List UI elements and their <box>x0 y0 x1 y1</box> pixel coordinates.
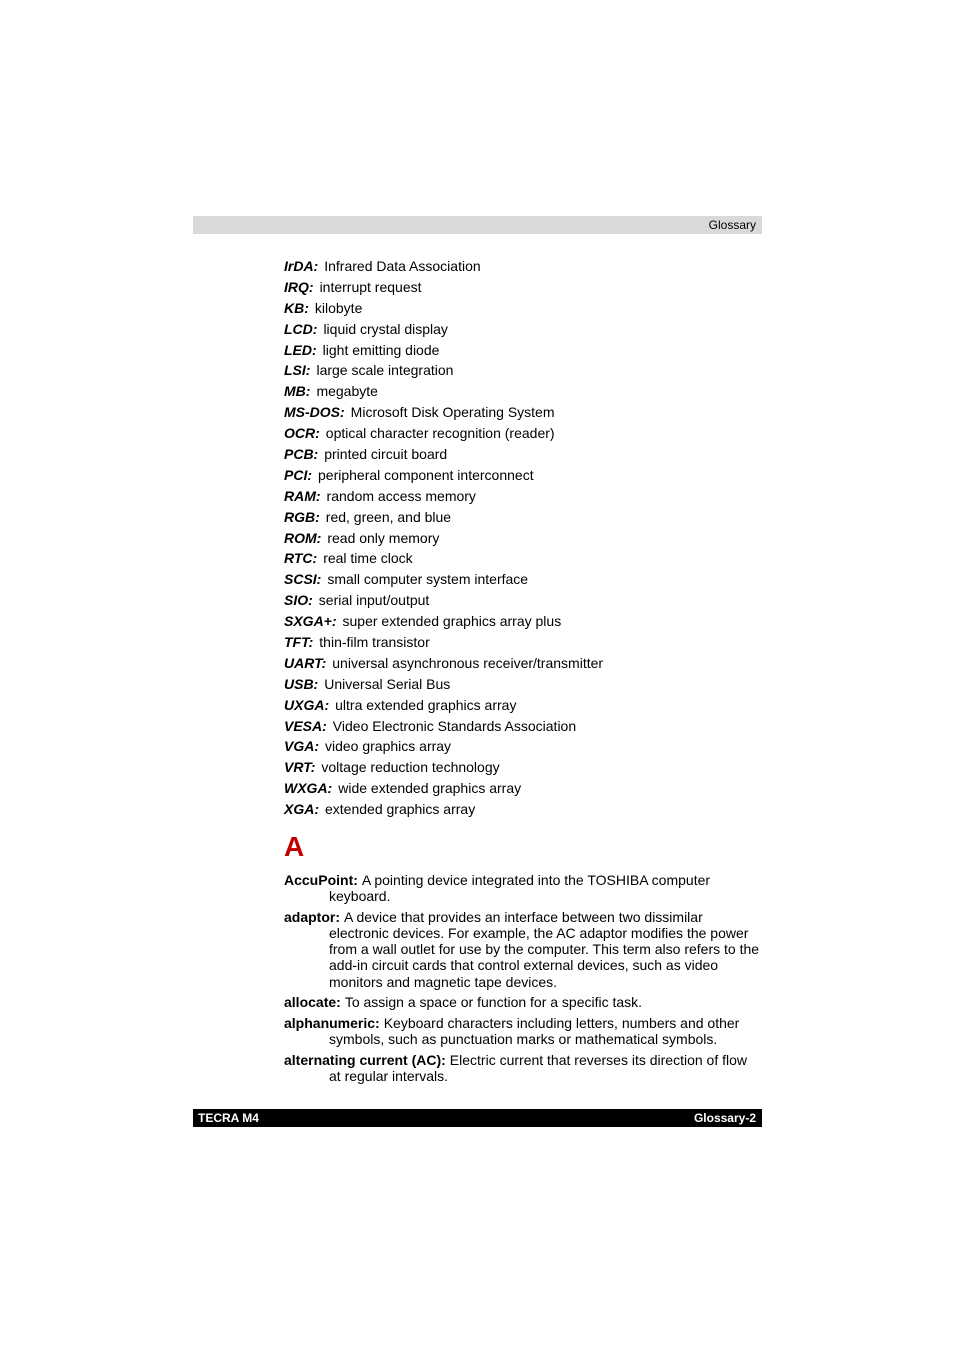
abbreviation-entry <box>284 402 764 423</box>
glossary-entry <box>284 909 762 990</box>
abbreviation-entry <box>284 507 764 528</box>
glossary-entry <box>284 1015 762 1047</box>
abbreviation-definition: printed circuit board <box>324 446 448 463</box>
abbreviation-entry <box>284 340 764 361</box>
abbreviation-entry <box>284 423 764 444</box>
abbreviation-definition: large scale integration <box>316 362 454 379</box>
abbreviation-term: VRT: <box>284 759 316 776</box>
abbreviation-term: PCI: <box>284 466 312 483</box>
abbreviation-entry <box>284 569 764 590</box>
glossary-definition: A device that provides an interface between two dissimilar electronic devices. For example, the AC adaptor modifies the power from a wall outlet for use by the computer. This term also refers to the add-in circuit cards that control external devices, such as video monitors and magnetic tape devices. <box>329 908 760 990</box>
glossary-definition: Keyboard characters including letters, numbers and other symbols, such as punctuation marks or mathematical symbols. <box>329 1014 740 1047</box>
abbreviation-definition: real time clock <box>323 550 413 567</box>
abbreviation-definition: wide extended graphics array <box>338 780 522 797</box>
abbreviation-term: SIO: <box>284 592 313 609</box>
glossary-definition: To assign a space or function for a specific task. <box>344 994 643 1011</box>
glossary-entry <box>284 1052 762 1084</box>
abbreviation-term: IRQ: <box>284 278 314 295</box>
abbreviation-term: RGB: <box>284 508 320 525</box>
abbreviation-term: VESA: <box>284 717 327 734</box>
abbreviation-definition: optical character recognition (reader) <box>325 425 555 442</box>
abbreviation-definition: interrupt request <box>319 278 422 295</box>
abbreviation-entry <box>284 528 764 549</box>
abbreviation-definition: light emitting diode <box>322 341 440 358</box>
abbreviation-definition: random access memory <box>326 487 476 504</box>
footer-page-number: Glossary-2 <box>693 1111 756 1125</box>
abbreviation-entry <box>284 298 764 319</box>
abbreviation-definition: peripheral component interconnect <box>318 466 534 483</box>
abbreviation-term: UART: <box>284 654 327 671</box>
abbreviation-entry <box>284 736 764 757</box>
abbreviation-definition: red, green, and blue <box>325 508 452 525</box>
abbreviation-term: USB: <box>284 675 319 692</box>
glossary-term: AccuPoint: <box>284 872 358 888</box>
abbreviation-definition: extended graphics array <box>325 801 476 818</box>
abbreviation-entry <box>284 674 764 695</box>
abbreviation-list <box>284 256 764 820</box>
glossary-entry <box>284 872 762 904</box>
abbreviation-definition: universal asynchronous receiver/transmitter <box>332 654 604 671</box>
abbreviation-term: MS-DOS: <box>284 404 345 421</box>
abbreviation-definition: Microsoft Disk Operating System <box>350 404 555 421</box>
abbreviation-entry <box>284 695 764 716</box>
glossary-term: alphanumeric: <box>284 1014 380 1031</box>
abbreviation-term: ROM: <box>284 529 322 546</box>
abbreviation-entry <box>284 360 764 381</box>
abbreviation-term: LCD: <box>284 320 318 337</box>
abbreviation-definition: ultra extended graphics array <box>335 696 517 713</box>
abbreviation-entry <box>284 757 764 778</box>
abbreviation-entry <box>284 277 764 298</box>
page-footer <box>193 1109 762 1127</box>
abbreviation-entry <box>284 465 764 486</box>
abbreviation-entry <box>284 548 764 569</box>
abbreviation-term: LSI: <box>284 362 311 379</box>
abbreviation-entry <box>284 716 764 737</box>
abbreviation-term: XGA: <box>284 801 319 818</box>
abbreviation-definition: thin-film transistor <box>319 634 430 651</box>
abbreviation-entry <box>284 590 764 611</box>
glossary-term: allocate: <box>284 994 341 1011</box>
abbreviation-entry <box>284 778 764 799</box>
abbreviation-term: WXGA: <box>284 780 333 797</box>
abbreviation-term: OCR: <box>284 425 320 442</box>
abbreviation-definition: Universal Serial Bus <box>324 675 451 692</box>
abbreviation-term: IrDA: <box>284 258 319 274</box>
abbreviation-definition: read only memory <box>327 529 440 546</box>
definition-list <box>284 872 762 1088</box>
abbreviation-definition: video graphics array <box>325 738 452 755</box>
abbreviation-term: LED: <box>284 341 317 358</box>
abbreviation-definition: liquid crystal display <box>323 320 448 337</box>
abbreviation-term: VGA: <box>284 738 319 755</box>
abbreviation-entry <box>284 632 764 653</box>
abbreviation-term: KB: <box>284 299 309 316</box>
abbreviation-entry <box>284 381 764 402</box>
abbreviation-entry <box>284 486 764 507</box>
abbreviation-definition: voltage reduction technology <box>321 759 500 776</box>
abbreviation-definition: serial input/output <box>318 592 430 609</box>
abbreviation-definition: Infrared Data Association <box>324 258 481 274</box>
glossary-term: alternating current (AC): <box>284 1051 446 1068</box>
abbreviation-term: SCSI: <box>284 571 322 588</box>
abbreviation-term: TFT: <box>284 634 314 651</box>
glossary-term: adaptor: <box>284 908 340 925</box>
abbreviation-definition: Video Electronic Standards Association <box>332 717 577 734</box>
abbreviation-term: SXGA+: <box>284 613 337 630</box>
page-header <box>193 216 762 234</box>
abbreviation-entry <box>284 444 764 465</box>
footer-product-name: TECRA M4 <box>198 1111 259 1125</box>
abbreviation-entry <box>284 256 764 277</box>
abbreviation-definition: super extended graphics array plus <box>342 613 562 630</box>
abbreviation-entry <box>284 653 764 674</box>
abbreviation-term: RTC: <box>284 550 318 567</box>
abbreviation-term: PCB: <box>284 446 319 463</box>
section-letter: A <box>284 831 305 862</box>
glossary-entry <box>284 994 762 1010</box>
abbreviation-entry <box>284 799 764 820</box>
glossary-definition: A pointing device integrated into the TOSHIBA computer keyboard. <box>329 872 711 905</box>
glossary-definition: Electric current that reverses its direction of flow at regular intervals. <box>329 1051 748 1084</box>
abbreviation-definition: small computer system interface <box>327 571 529 588</box>
abbreviation-entry <box>284 611 764 632</box>
abbreviation-term: MB: <box>284 383 311 400</box>
abbreviation-definition: megabyte <box>316 383 378 400</box>
abbreviation-definition: kilobyte <box>314 299 363 316</box>
abbreviation-term: RAM: <box>284 487 321 504</box>
abbreviation-term: UXGA: <box>284 696 330 713</box>
header-title: Glossary <box>708 218 756 232</box>
abbreviation-entry <box>284 319 764 340</box>
